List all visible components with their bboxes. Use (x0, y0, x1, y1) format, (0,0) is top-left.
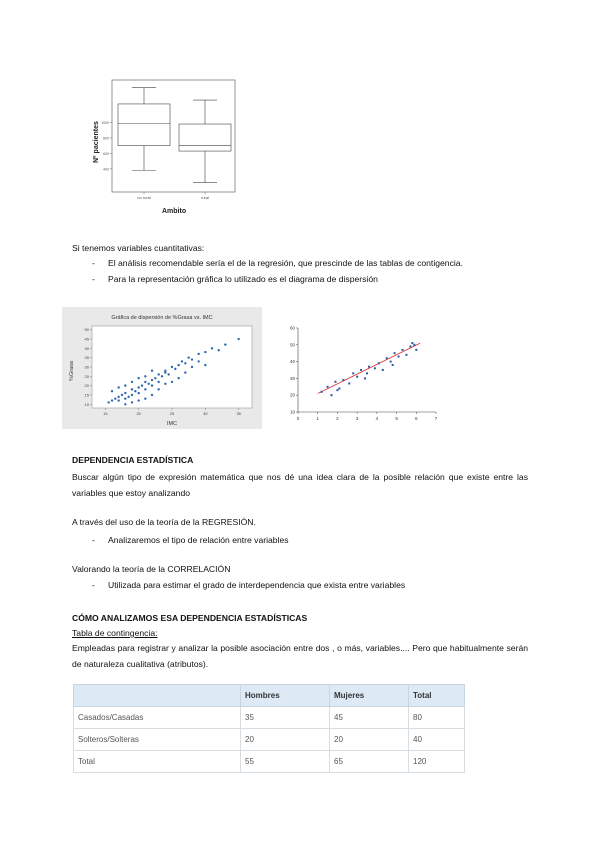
scatter2-xtick-label: 0 (296, 416, 300, 421)
scatter2-point (342, 379, 344, 381)
scatter1-point (127, 396, 129, 398)
table-cell: Total (74, 751, 241, 773)
boxplot-ylabel: Nº pacientes (93, 121, 100, 163)
scatter2-point (378, 362, 380, 364)
boxplot-ytick-label: 1000 (101, 120, 109, 125)
scatter1-xtick-label: 30 (203, 411, 208, 416)
scatter1-point (174, 368, 176, 370)
scatter1-point (211, 347, 213, 349)
scatter1-point (151, 379, 153, 381)
scatter2-point (382, 369, 384, 371)
scatter1-point (164, 383, 166, 385)
scatter1-point (121, 394, 123, 396)
scatter2-point (331, 394, 333, 396)
bullet-text: El análisis recomendable sería el de la regresión, que prescinde de las tablas de contigencia. (108, 258, 463, 268)
scatter1-ytick-label: 10 (84, 401, 89, 407)
scatter1-point (107, 401, 109, 403)
scatter2-point (401, 349, 403, 351)
scatter2-point (348, 382, 350, 384)
table-cell: 120 (409, 751, 465, 773)
boxplot-xtick-label: no rural (137, 195, 151, 200)
scatter-grasa-imc (62, 307, 262, 429)
scatter1-point (157, 373, 159, 375)
scatter1-point (197, 353, 199, 355)
scatter1-xtick-label: 25 (169, 411, 175, 416)
bullet-regresion (92, 258, 463, 268)
scatter2-xtick-label: 3 (355, 416, 359, 421)
bullet-relacion (92, 535, 289, 545)
scatter1-point (217, 349, 219, 351)
dependencia-paragraph: Buscar algún tipo de expresión matemática que nos dé una idea clara de la posible relación que existe entre las variables que estoy analizando (72, 472, 528, 498)
table-cell: 20 (241, 729, 330, 751)
bullet-dispersion (92, 274, 378, 284)
scatter1-point (177, 364, 179, 366)
boxplot-ytick-label: 800 (103, 136, 109, 141)
scatter1-ytick-label: 25 (84, 373, 89, 379)
scatter1-point (131, 401, 133, 403)
scatter1-point (197, 360, 199, 362)
scatter1-title: Gráfica de dispersión de %Grasa vs. IMC (111, 315, 213, 321)
scatter2-point (336, 389, 338, 391)
scatter1-point (117, 386, 119, 388)
bullet-dash: - (92, 535, 95, 545)
bullet-interdependencia (92, 580, 405, 590)
table-cell: 35 (241, 707, 330, 729)
scatter1-point (181, 360, 183, 362)
scatter1-point (191, 358, 193, 360)
scatter1-ytick-label: 45 (84, 336, 89, 342)
scatter2-point (415, 349, 417, 351)
scatter2-xtick-label: 5 (395, 416, 398, 421)
table-row (74, 729, 465, 751)
bullet-dash: - (92, 258, 95, 268)
scatter2-point (364, 377, 366, 379)
scatter1-point (151, 370, 153, 372)
boxplot-ytick-label: 400 (103, 167, 109, 172)
scatter2-point (356, 376, 358, 378)
scatter2-point (360, 369, 362, 371)
scatter2-point (392, 364, 394, 366)
scatter2-point (321, 391, 323, 393)
table-cell: 45 (330, 707, 409, 729)
tabla-paragraph: Empleadas para registrar y analizar la posible asociación entre dos , o más, variables.... Pero que habitualmente serán de naturaleza cualitativa (atributos). (72, 643, 528, 669)
scatter1-point (111, 390, 113, 392)
table-header-cell: Mujeres (330, 685, 409, 707)
scatter2-point (352, 372, 354, 374)
bullet-dash: - (92, 580, 95, 590)
scatter1-point (137, 377, 139, 379)
scatter2-xtick-label: 4 (375, 416, 379, 421)
table-cell: 65 (330, 751, 409, 773)
scatter2-fit-line (318, 343, 421, 393)
scatter1-point (184, 371, 186, 373)
bullet-dash: - (92, 274, 95, 284)
scatter2-ytick-label: 40 (289, 359, 295, 365)
scatter1-ytick-label: 50 (84, 327, 89, 333)
scatter2-point (398, 356, 400, 358)
scatter2-point (390, 361, 392, 363)
scatter1-xtick-label: 20 (136, 411, 141, 416)
scatter1-point (237, 338, 239, 340)
scatter1-point (124, 392, 126, 394)
scatter2-point (394, 352, 396, 354)
scatter1-point (134, 390, 136, 392)
boxplot-xlabel: Ambito (162, 208, 187, 215)
regresion-text: A través del uso de la teoría de la REGRESIÓN. (72, 517, 256, 527)
table-row (74, 751, 465, 773)
scatter2-xtick-label: 2 (336, 416, 339, 421)
scatter1-point (117, 399, 119, 401)
boxplot-xtick-label: rural (200, 195, 210, 200)
scatter1-ytick-label: 30 (84, 364, 89, 370)
scatter1-xtick-label: 35 (236, 411, 241, 416)
scatter1-point (131, 381, 133, 383)
scatter2-point (405, 354, 407, 356)
bullet-text: Analizaremos el tipo de relación entre variables (108, 535, 289, 545)
scatter1-point (224, 343, 226, 345)
table-cell: Casados/Casadas (74, 707, 241, 729)
contingency-table (73, 684, 465, 773)
scatter1-point (167, 373, 169, 375)
scatter1-ytick-label: 20 (84, 383, 89, 389)
correlacion-text: Valorando la teoría de la CORRELACIÓN (72, 564, 231, 574)
scatter1-point (191, 366, 193, 368)
scatter1-ylabel: %Grasa (69, 361, 75, 381)
scatter1-xtick-label: 15 (103, 411, 108, 416)
scatter2-point (327, 386, 329, 388)
boxplot-box (179, 124, 231, 151)
table-cell: 40 (409, 729, 465, 751)
scatter1-point (144, 375, 146, 377)
scatter2-point (368, 366, 370, 368)
scatter1-point (184, 362, 186, 364)
bullet-text: Utilizada para estimar el grado de interdependencia que exista entre variables (108, 580, 406, 590)
table-cell: Solteros/Solteras (74, 729, 241, 751)
scatter1-ytick-label: 40 (84, 345, 89, 351)
boxplot-figure (88, 78, 240, 218)
scatter1-point (151, 394, 153, 396)
scatter1-point (137, 392, 139, 394)
scatter1-point (124, 384, 126, 386)
heading-dependencia: DEPENDENCIA ESTADÍSTICA (72, 455, 194, 465)
intro-text: Si tenemos variables cuantitativas: (72, 243, 205, 253)
scatter1-point (124, 397, 126, 399)
scatter1-ytick-label: 15 (84, 392, 89, 398)
boxplot-box (118, 104, 170, 146)
scatter2-xtick-label: 1 (316, 416, 319, 421)
scatter1-point (114, 397, 116, 399)
scatter1-point (157, 381, 159, 383)
scatter1-point (161, 375, 163, 377)
scatter1-point (117, 396, 119, 398)
scatter1-point (144, 381, 146, 383)
scatter1-point (144, 388, 146, 390)
scatter2-xtick-label: 6 (415, 416, 418, 421)
scatter2-point (334, 381, 336, 383)
table-cell: 20 (330, 729, 409, 751)
scatter1-point (204, 351, 206, 353)
scatter2-point (386, 357, 388, 359)
bullet-text: Para la representación gráfica lo utilizado es el diagrama de dispersión (108, 274, 378, 284)
heading-como: CÓMO ANALIZAMOS ESA DEPENDENCIA ESTADÍSTICAS (72, 613, 308, 623)
boxplot-ytick-label: 600 (103, 151, 109, 156)
scatter1-point (141, 384, 143, 386)
scatter1-point (111, 399, 113, 401)
scatter1-point (154, 377, 156, 379)
scatter2-ytick-label: 30 (289, 375, 295, 381)
table-header-cell: Hombres (241, 685, 330, 707)
scatter2-ytick-label: 50 (289, 342, 295, 348)
scatter1-point (157, 388, 159, 390)
scatter1-point (187, 356, 189, 358)
scatter1-point (124, 403, 126, 405)
scatter1-point (147, 383, 149, 385)
scatter1-point (171, 366, 173, 368)
scatter1-point (177, 377, 179, 379)
scatter2-point (413, 344, 415, 346)
scatter1-point (137, 399, 139, 401)
tabla-subheading: Tabla de contingencia: (72, 628, 158, 638)
table-cell: 80 (409, 707, 465, 729)
scatter1-point (164, 370, 166, 372)
scatter2-ytick-label: 10 (289, 409, 295, 415)
scatter2-point (411, 342, 413, 344)
scatter2-point (374, 367, 376, 369)
scatter1-point (171, 381, 173, 383)
table-header-cell: Total (409, 685, 465, 707)
table-row (74, 707, 465, 729)
scatter1-point (131, 394, 133, 396)
scatter1-point (144, 397, 146, 399)
scatter2-xtick-label: 7 (434, 416, 438, 421)
scatter2-point (366, 372, 368, 374)
scatter2-ytick-label: 60 (289, 325, 295, 331)
scatter1-ytick-label: 35 (84, 355, 89, 361)
scatter1-point (204, 364, 206, 366)
scatter1-xlabel: IMC (166, 421, 178, 427)
scatter2-point (338, 387, 340, 389)
table-cell: 55 (241, 751, 330, 773)
scatter2-point (409, 345, 411, 347)
scatter1-point (151, 384, 153, 386)
scatter1-point (131, 388, 133, 390)
scatter2-ytick-label: 20 (289, 392, 295, 398)
scatter1-point (137, 386, 139, 388)
table-header-row (74, 685, 465, 707)
table-header-cell (74, 685, 241, 707)
scatter-regression (282, 322, 442, 428)
